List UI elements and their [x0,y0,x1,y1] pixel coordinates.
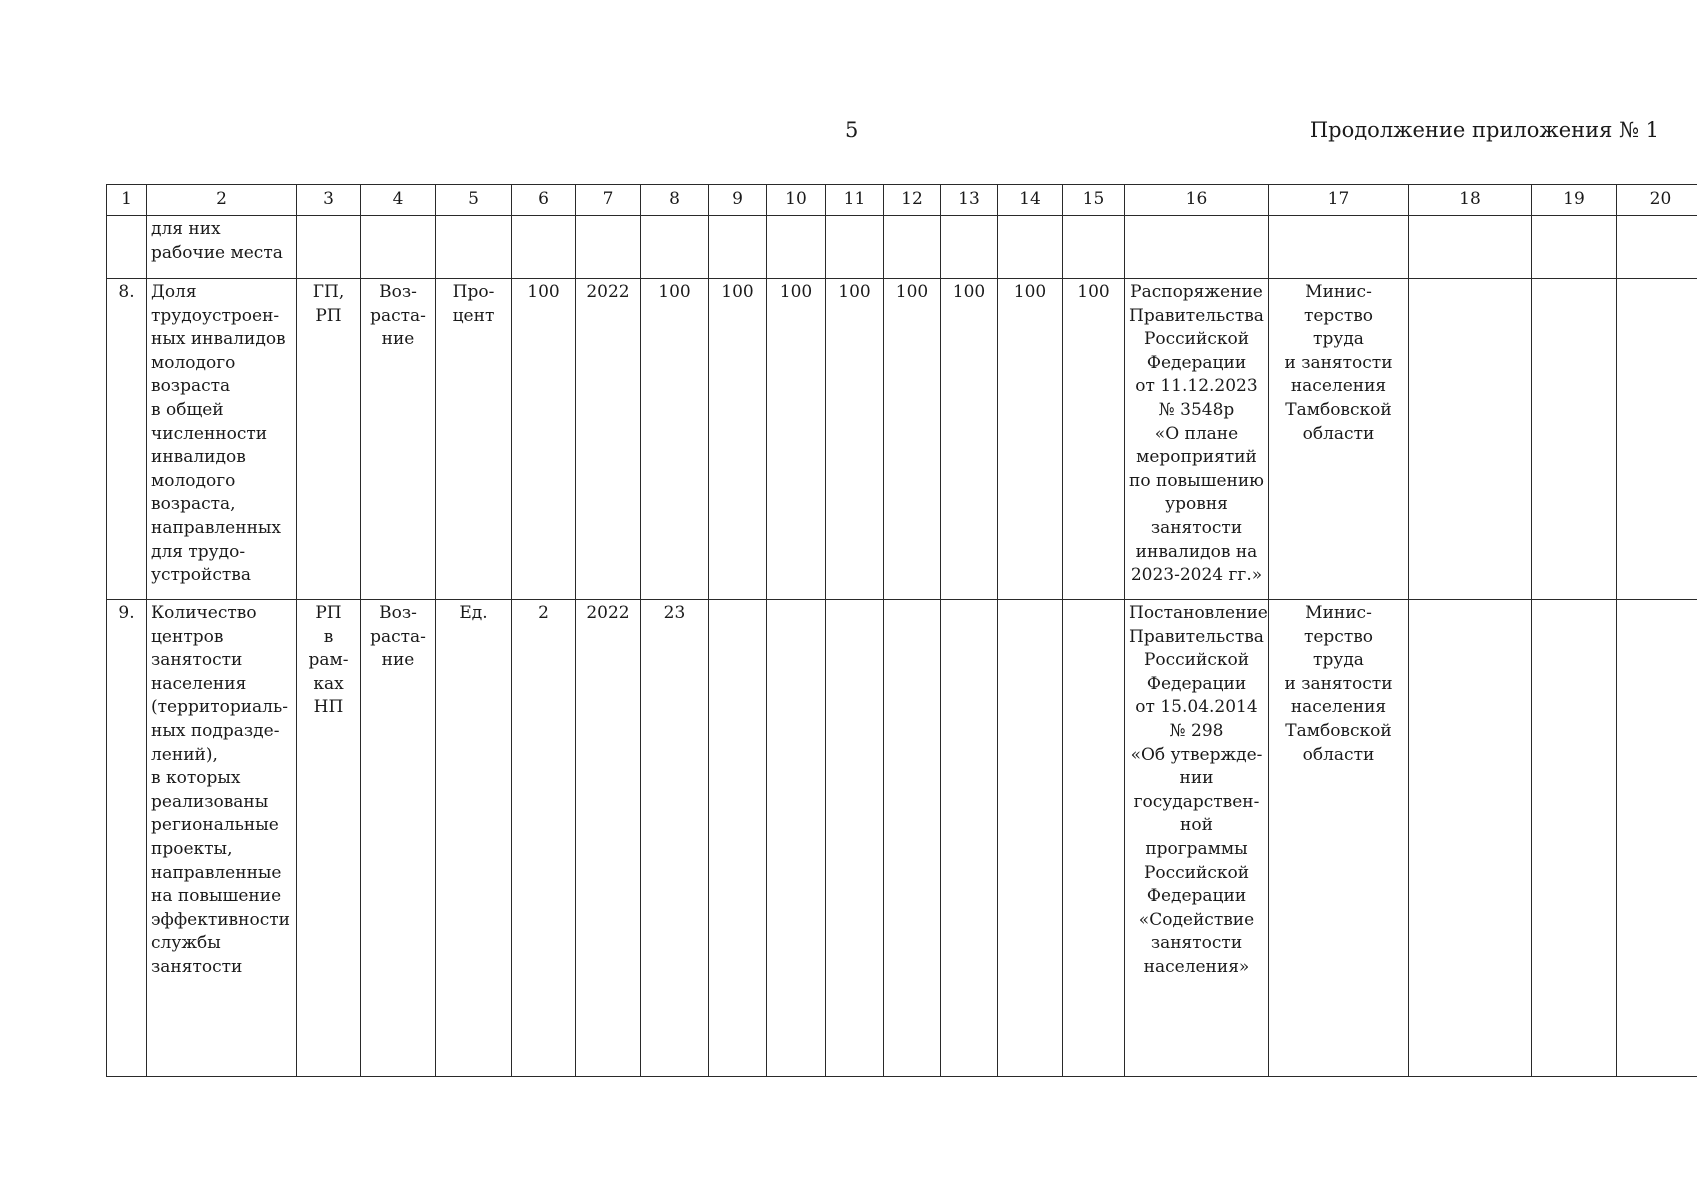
text-line: № 3548р [1158,399,1235,420]
text-line: цент [452,305,495,326]
text-line: Воз- [379,282,417,302]
col-number: 5 [436,185,512,216]
text-line: молодого [151,470,236,491]
text-line: Правительства [1129,305,1264,326]
text-line: Про- [452,282,495,302]
col-number: 18 [1409,185,1532,216]
level-cell [297,279,361,600]
text-line: устройства [151,565,252,586]
col-number: 11 [826,185,884,216]
col-number: 12 [884,185,941,216]
document-cell [1125,279,1269,600]
text-line: «О плане [1154,423,1239,444]
level-cell [297,600,361,1077]
text-line: направленных [151,517,282,538]
text-line: Количество [151,603,257,623]
text-line: № 298 [1169,720,1224,741]
col-number: 7 [576,185,641,216]
value-cell: 100 [641,279,709,600]
text-line: населения» [1143,956,1250,977]
responsible-cell [1269,600,1409,1077]
text-line: занятости [1150,517,1243,538]
text-line: реализованы [151,791,269,812]
text-line: населения [1290,697,1387,718]
value-cell: 100 [884,279,941,600]
document-cell [1125,600,1269,1077]
value-cell: 100 [1063,279,1125,600]
text-line: Тамбовской [1285,720,1392,741]
text-line: 2023-2024 гг.» [1130,565,1263,586]
text-line: РП [315,603,342,623]
value-cell: 100 [941,279,998,600]
text-line: рам- [308,650,349,671]
direction-cell [361,279,436,600]
text-line: Постановление [1129,603,1268,623]
col-number: 6 [512,185,576,216]
text-line: НП [313,697,344,718]
text-line: возраста [151,376,231,397]
text-line: населения [151,673,247,694]
col-number: 8 [641,185,709,216]
col-number: 1 [107,185,147,216]
col-number: 19 [1532,185,1617,216]
col-number: 9 [709,185,767,216]
row-number-cell: 8. [107,279,147,600]
text-line: проекты, [151,838,233,859]
text-line: центров [151,626,224,647]
text-line: области [1302,423,1375,444]
text-line: рабочие места [151,242,283,263]
text-line: возраста, [151,494,236,515]
text-line: численности [151,423,268,444]
text-line: Распоряжение [1130,282,1263,302]
col-number: 3 [297,185,361,216]
text-line: Федерации [1146,886,1247,907]
indicators-table [106,184,1697,1077]
text-line: (территориаль- [151,697,288,718]
text-line: ной [1180,815,1213,836]
text-line: от 15.04.2014 [1135,697,1258,718]
text-line: Федерации [1146,673,1247,694]
table-row [107,279,1697,600]
row-number-cell: 9. [107,600,147,1077]
unit-cell [436,279,512,600]
text-line: трудоустроен- [151,305,280,326]
text-line: ГП, [312,282,345,302]
col-number: 16 [1125,185,1269,216]
base-value-cell: 2 [512,600,576,1077]
text-line: занятости [1150,933,1243,954]
responsible-cell [1269,279,1409,600]
col-number: 17 [1269,185,1409,216]
unit-cell [436,600,512,1077]
text-line: занятости [151,956,243,977]
text-line: уровня [1165,494,1228,515]
text-line: эффективности [151,909,290,930]
text-line: Воз- [379,603,417,623]
text-line: в [323,626,334,647]
text-line: Правительства [1129,626,1264,647]
text-line: инвалидов на [1135,541,1258,562]
text-line: от 11.12.2023 [1135,376,1258,397]
text-line: РП [315,305,342,326]
text-line: раста- [370,305,426,326]
text-line: и занятости [1284,352,1393,373]
text-line: «Об утвержде- [1130,744,1263,765]
value-cell: 23 [641,600,709,1077]
col-number: 2 [147,185,297,216]
col-number: 14 [998,185,1063,216]
text-line: в общей [151,399,224,420]
value-cell: 100 [998,279,1063,600]
text-line: Тамбовской [1285,399,1392,420]
text-line: для них [151,219,221,239]
text-line: в которых [151,768,241,789]
value-cell: 100 [826,279,884,600]
text-line: Российской [1143,329,1250,350]
text-line: области [1302,744,1375,765]
text-line: Российской [1143,650,1250,671]
col-number: 13 [941,185,998,216]
text-line: населения [1290,376,1387,397]
text-line: труда [1313,650,1364,671]
table-row [107,600,1697,1077]
direction-cell [361,600,436,1077]
text-line: направленные [151,862,282,883]
indicator-name-cell [147,279,297,600]
text-line: Минис- [1305,282,1372,302]
base-year-cell: 2022 [576,600,641,1077]
text-line: для трудо- [151,541,246,562]
text-line: лений), [151,744,218,765]
col-number: 15 [1063,185,1125,216]
text-line: Доля [151,282,197,302]
text-line: труда [1313,329,1364,350]
text-line: инвалидов [151,447,246,468]
text-line: терство [1303,626,1374,647]
text-line: молодого [151,352,236,373]
text-line: «Содействие [1138,909,1255,930]
text-line: Российской [1143,862,1250,883]
value-cell: 100 [709,279,767,600]
text-line: ние [381,329,415,350]
text-line: на повышение [151,886,282,907]
text-line: раста- [370,626,426,647]
text-line: региональные [151,815,279,836]
text-line: нии [1179,768,1214,789]
col-number: 10 [767,185,826,216]
page-number: 5 [845,118,859,142]
column-number-row [107,185,1697,216]
col-number: 20 [1617,185,1697,216]
text-line: Ед. [459,603,488,623]
text-line: по повышению [1129,470,1264,491]
text-line: терство [1303,305,1374,326]
text-line: службы [151,933,221,954]
text-line: занятости [151,650,243,671]
col-number: 4 [361,185,436,216]
text-line: Федерации [1146,352,1247,373]
value-cell: 100 [767,279,826,600]
base-year-cell: 2022 [576,279,641,600]
text-line: ках [313,673,344,694]
continuation-label: Продолжение приложения № 1 [1309,118,1659,142]
text-line: мероприятий [1136,447,1257,468]
text-line: государствен- [1133,791,1260,812]
text-line: программы [1145,838,1248,859]
table-row-continuation [107,216,1697,279]
text-line: ных подразде- [151,720,280,741]
indicator-name-cell [147,600,297,1077]
text-line: Минис- [1305,603,1372,623]
indicator-name-cell [147,216,297,279]
text-line: и занятости [1284,673,1393,694]
text-line: ных инвалидов [151,329,286,350]
text-line: ние [381,650,415,671]
base-value-cell: 100 [512,279,576,600]
